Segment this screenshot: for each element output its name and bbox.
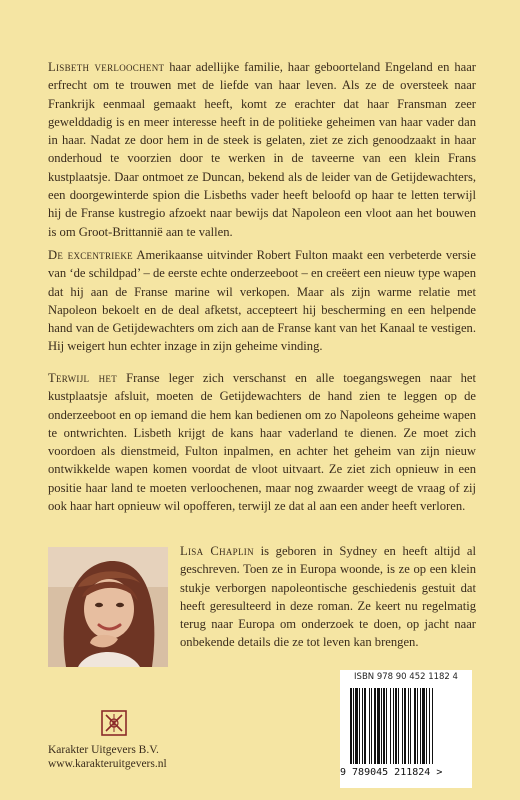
- isbn-label: ISBN 978 90 452 1182 4: [354, 672, 458, 682]
- blurb-lead-2: De excentrieke: [48, 248, 133, 262]
- barcode-block: [340, 670, 472, 788]
- blurb-lead-1: Lisbeth verloochent: [48, 60, 165, 74]
- publisher-url[interactable]: www.karakteruitgevers.nl: [48, 758, 167, 770]
- blurb-lead-3: Terwijl het: [48, 371, 118, 385]
- author-bio-text: is geboren in Sydney en heeft altijd al geschreven. Toen ze in Europa woonde, is ze op een klein stukje verborgen napoleontische geschiedenis gestuit dat heeft geresulteerd in deze roman. Ze keert nu regelmatig terug naar Europa om onderzoek te doen, op jacht naar onbekende details die ze tot leven kan brengen.: [180, 544, 476, 650]
- author-photo: [48, 547, 168, 667]
- blurb-paragraph-2: [48, 246, 476, 356]
- blurb-text-2: Amerikaanse uitvinder Robert Fulton maakt een verbeterde versie van ‘de schildpad’ – de eerste echte onderzeeboot – en creëert een nieuw type wapen dat hij aan de Franse marine wil verkopen. Maar als zijn warme relatie met Napoleon bekoelt en de deal afketst, accepteert hij bescherming en een helpende hand van de Getijdewachters om zich aan de Franse kant van het Kanaal te vestigen. Hij weigert hun echter inzage in zijn geheime vinding.: [48, 248, 476, 354]
- author-bio: [180, 542, 476, 652]
- barcode-icon: [346, 688, 466, 766]
- publisher-name: Karakter Uitgevers B.V.: [48, 744, 159, 756]
- blurb-text-3: Franse leger zich verschanst en alle toegangswegen naar het kustplaatsje afsluit, moeten de Getijdewachters de hand zien te leggen op de onderzeeboot en op iemand die hem kan bedienen om zo Napoleons geheime wapen te ontwrichten. Lisbeth krijgt de kans haar vaderland te dienen. Ze moet zich voordoen als dienstmeid, Fulton inpalmen, en achter het geheim van zijn nieuw ontwikkelde wapen komen voordat de vloot uitvaart. Ze ziet zich opnieuw in een positie haar land te moeten verloochenen, maar nog zwaarder weegt de vraag of zij ook haar hart opnieuw wil opofferen, terwijl ze dat al aan een ander heeft verloren.: [48, 371, 476, 514]
- publisher-logo-icon: [101, 710, 127, 736]
- blurb-paragraph-1: [48, 58, 476, 241]
- publisher-info: [48, 743, 167, 771]
- author-name: Lisa Chaplin: [180, 544, 254, 558]
- blurb-paragraph-3: [48, 369, 476, 515]
- barcode-digits: 9 789045 211824 >: [340, 767, 443, 778]
- blurb-text-1: haar adellijke familie, haar geboorteland Engeland en haar erfrecht om te trouwen met de liefde van haar leven. Als ze de oversteek naar Frankrijk eenmaal gemaakt heeft, komt ze erachter dat haar Fransman zeer gewelddadig is en meer interesse heeft in de politieke geheimen van haar vader dan in haar. Nadat ze door hem in de steek is gelaten, ziet ze zich genoodzaakt in haar onderhoud te voorzien door te werken in de taveerne van een klein Frans kustplaatsje. Daar ontmoet ze Duncan, bekend als de leider van de Getijdewachters, een doorgewinterde spion die Lisbeths vader heeft beloofd op haar te letten terwijl hij de Franse kustregio afzoekt naar bewijs dat Napoleon een vloot aan het bouwen is om Groot-Brittannië aan te vallen.: [48, 60, 476, 239]
- author-portrait: [48, 547, 168, 667]
